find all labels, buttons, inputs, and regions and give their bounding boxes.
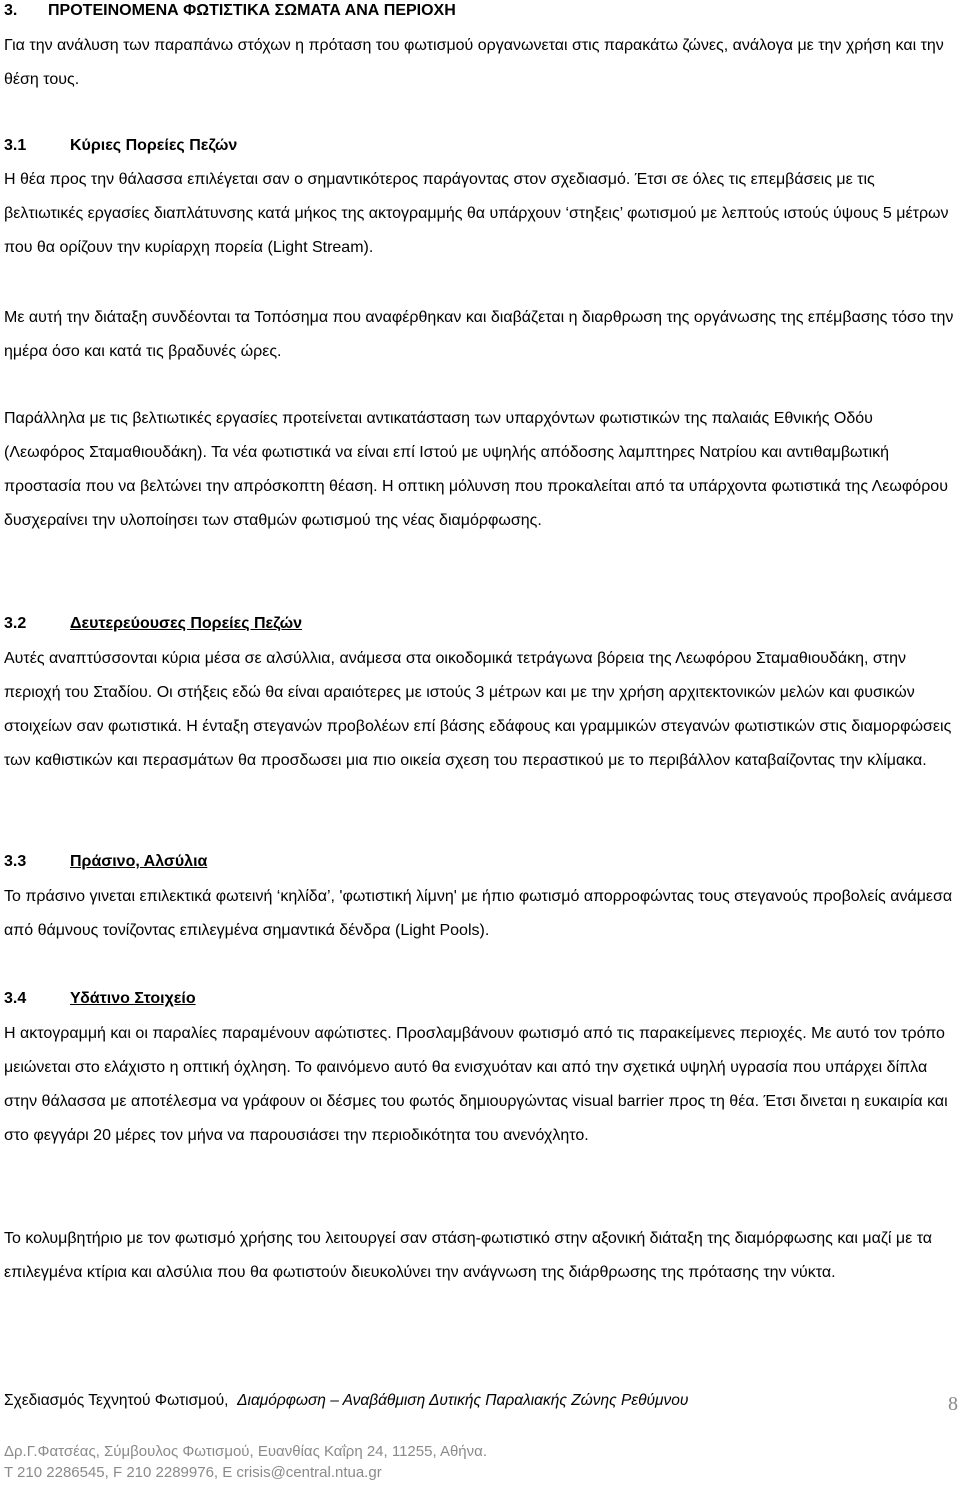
section-number: 3.2 — [4, 615, 27, 632]
footer-project-title: Διαμόρφωση – Αναβάθμιση Δυτικής Παραλιακής Ζώνης Ρεθύμνου — [237, 1392, 689, 1409]
section-number: 3.1 — [4, 137, 27, 154]
section-number: 3. — [4, 2, 18, 19]
section-title: Υδάτινο Στοιχείο — [70, 990, 196, 1007]
page-number: 8 — [948, 1393, 958, 1415]
paragraph-3-4-a: Η ακτογραμμή και οι παραλίες παραμένουν αφώτιστες. Προσλαμβάνουν φωτισμό από τις παρακείμενες περιοχές. Με αυτό τον τρόπο μειώνεται στο ελάχιστο η οπτική όχληση. Το φαινόμενο αυτό θα ενισχυόταν και από την σχετικά υψηλή υγρασία που υπάρχει δίπλα στην θάλασσα με αποτέλεσμα να γράφουν οι δέσμες του φωτός δημιουργώντας visual barrier προς τη θέα. Έτσι δινεται η ευκαιρία και στο φεγγάρι 20 μέρες τον μήνα να παρουσιάσει την περιοδικότητα του ανενόχλητο. — [4, 1025, 948, 1144]
intro-paragraph: Για την ανάλυση των παραπάνω στόχων η πρόταση του φωτισμού οργανωνεται στις παρακάτω ζώνες, ανάλογα με την χρήση και την θέση τους. — [4, 37, 944, 88]
paragraph-3-3: Το πράσινο γινεται επιλεκτικά φωτεινή ‘κηλίδα’, 'φωτιστική λίμνη' με ήπιο φωτισμό απορροφώντας τους στεγανούς προβολείς ανάμεσα από θάμνους τονίζοντας επιλεγμένα σημαντικά δένδρα (Light Pools). — [4, 888, 953, 939]
section-number: 3.4 — [4, 990, 27, 1007]
paragraph-3-4-b: Το κολυμβητήριο με τον φωτισμό χρήσης του λειτουργεί σαν στάση-φωτιστικό στην αξονική διάταξη της διαμόρφωσης και μαζί με τα επιλεγμένα κτίρια και αλσύλια που θα φωτιστούν διευκολύνει την ανάγνωση της διάρθρωσης της πρότασης την νύκτα. — [4, 1230, 933, 1281]
footer-project-prefix: Σχεδιασμός Τεχνητού Φωτισμού, — [4, 1392, 229, 1409]
section-title: Πράσινο, Αλσύλια — [70, 853, 208, 870]
section-title: Δευτερεύουσες Πορείες Πεζών — [70, 615, 302, 632]
footer-project-line — [4, 1392, 688, 1410]
section-heading-3-1 — [4, 137, 237, 155]
section-heading-3-2 — [4, 615, 302, 633]
paragraph-3-1-b: Με αυτή την διάταξη συνδέονται τα Τοπόσημα που αναφέρθηκαν και διαβάζεται η διαρθρωση της οργάνωσης της επέμβασης τόσο την ημέρα όσο και κατά τις βραδυνές ώρες. — [4, 309, 954, 360]
footer-contact-line-1: Δρ.Γ.Φατσέας, Σύμβουλος Φωτισμού, Ευανθίας Καΐρη 24, 11255, Αθήνα. — [4, 1443, 487, 1460]
section-title: Κύριες Πορείες Πεζών — [70, 137, 238, 154]
footer-contact-line-2: T 210 2286545, F 210 2289976, E crisis@central.ntua.gr — [4, 1464, 382, 1481]
section-heading-3 — [4, 2, 456, 20]
paragraph-3-2: Αυτές αναπτύσσονται κύρια μέσα σε αλσύλλια, ανάμεσα στα οικοδομικά τετράγωνα βόρεια της Λεωφόρου Σταμαθιουδάκη, στην περιοχή του Σταδίου. Οι στήξεις εδώ θα είναι αραιότερες με ιστούς 3 μέτρων και με την χρήση αρχιτεκτονικών μελών και φυσικών στοιχείων σαν φωτιστικά. Η ένταξη στεγανών προβολέων επί βάσης εδάφους και γραμμικών στεγανών φωτιστικών στις διαμορφώσεις των καθιστικών και περασμάτων θα προσδωσει μια πιο οικεία σχεση του περαστικού με το περιβάλλον καταβαίζοντας την κλίμακα. — [4, 650, 952, 769]
section-number: 3.3 — [4, 853, 27, 870]
section-title: ΠΡΟΤΕΙΝΟΜΕΝΑ ΦΩΤΙΣΤΙΚΑ ΣΩΜΑΤΑ ΑΝΑ ΠΕΡΙΟΧΗ — [48, 2, 456, 19]
section-heading-3-3 — [4, 853, 207, 871]
paragraph-3-1-c: Παράλληλα με τις βελτιωτικές εργασίες προτείνεται αντικατάσταση των υπαρχόντων φωτιστικών της παλαιάς Εθνικής Οδόυ (Λεωφόρος Σταμαθιουδάκη). Τα νέα φωτιστικά να είναι επί Ιστού με υψηλής απόδοσης λαμπτηρες Νατρίου και αντιθαμβωτική προστασία που να βελτώνει την απρόσκοπτη θέαση. Η οπτικη μόλυνση που προκαλείται από τα υπάρχοντα φωτιστικά της Λεωφόρου δυσχεραίνει την υλοποίησει των σταθμών φωτισμού της νέας διαμόρφωσης. — [4, 410, 948, 529]
section-heading-3-4 — [4, 990, 196, 1008]
paragraph-3-1-a: Η θέα προς την θάλασσα επιλέγεται σαν ο σημαντικότερος παράγοντας στον σχεδιασμό. Έτσι σε όλες τις επεμβάσεις με τις βελτιωτικές εργασίες διαπλάτυνσης κατά μήκος της ακτογραμμής θα υπάρχουν ‘στηξεις’ φωτισμού με λεπτούς ιστούς ύψους 5 μέτρων που θα ορίζουν την κυρίαρχη πορεία (Light Stream). — [4, 171, 949, 256]
